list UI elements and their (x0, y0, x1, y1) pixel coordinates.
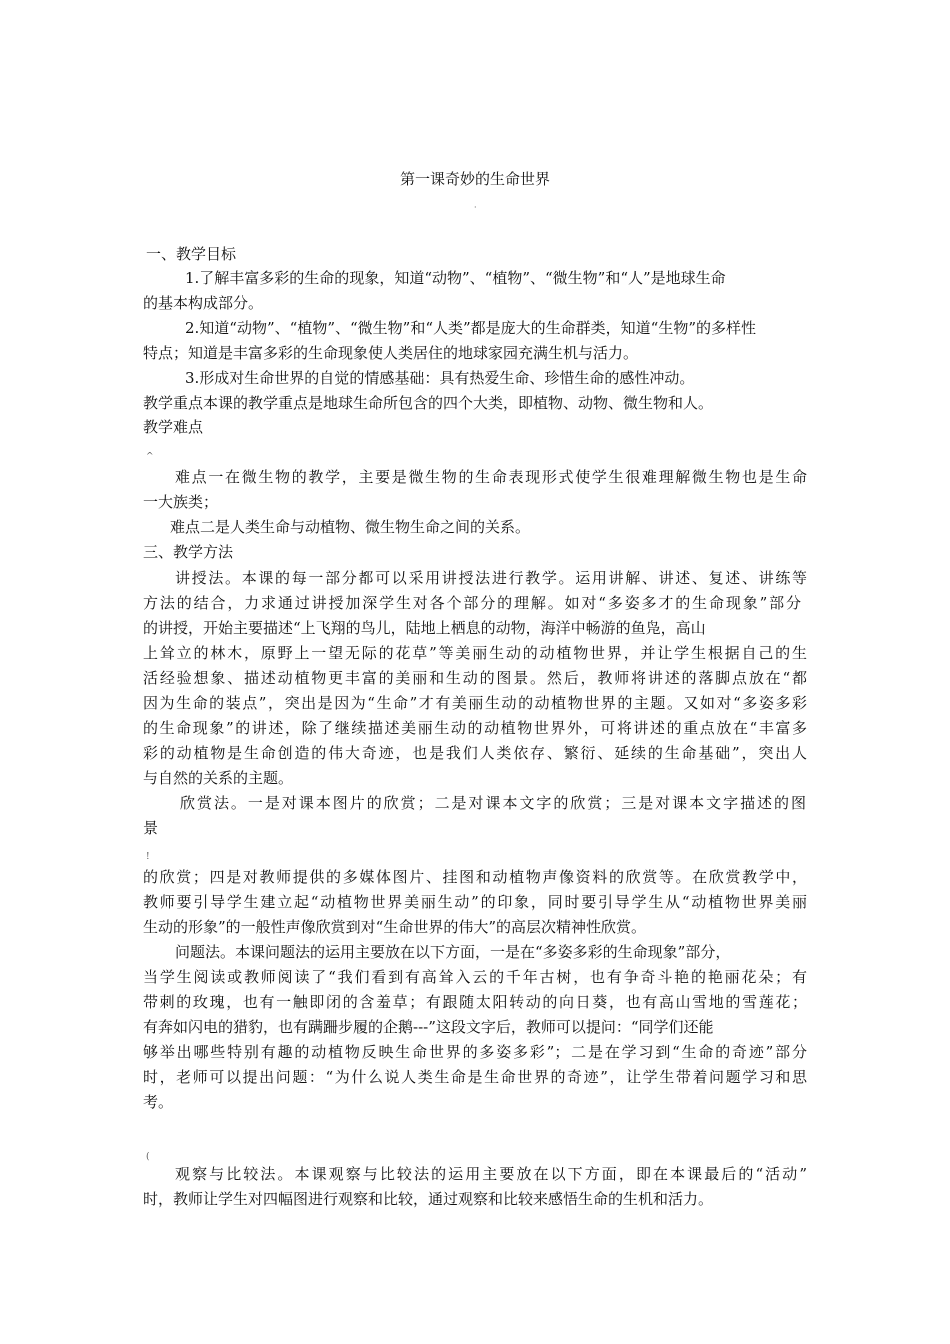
stray-hat-mark: ^ (146, 452, 154, 462)
lecture-line: 活经验想象、描述动植物更丰富的美丽和生动的图景。然后，教师将讲述的落脚点放在“都 (143, 669, 807, 687)
question-line: 当学生阅读或教师阅读了“我们看到有高耸入云的千年古树，也有争奇斗艳的艳丽花朵；有 (143, 968, 807, 986)
difficulty-1-line-b: 一大族类； (143, 493, 219, 511)
goal-2-line-a: 2.知道“动物”、“植物”、“微生物”和“人类”都是庞大的生命群类，知道“生物”的多样性 (185, 319, 756, 337)
appreciation-line: 的欣赏；四是对教师提供的多媒体图片、挂图和动植物声像资料的欣赏等。在欣赏教学中， (143, 868, 807, 886)
difficulty-2: 难点二是人类生命与动植物、微生物生命之间的关系。 (170, 518, 531, 536)
observe-line: 时，教师让学生对四幅图进行观察和比较，通过观察和比较来感悟生命的生机和活力。 (143, 1190, 714, 1208)
goal-1-line-a: 1.了解丰富多彩的生命的现象，知道“动物”、“植物”、“微生物”和“人”是地球生命 (185, 269, 726, 287)
document-title: 第一课奇妙的生命世界 (399, 170, 550, 188)
appreciation-line: 生动的形象”的一般性声像欣赏到对“生命世界的伟大”的高层次精神性欣赏。 (143, 918, 647, 936)
question-line: 够举出哪些特别有趣的动植物反映生命世界的多姿多彩”；二是在学习到“生命的奇迹”部分 (143, 1043, 807, 1061)
question-line: 有奔如闪电的猎豹，也有蹒跚步履的企鹅---”这段文字后，教师可以提问：“同学们还能 (143, 1018, 714, 1036)
stray-dot-mark: · (474, 203, 477, 212)
lecture-line: 因为生命的装点”，突出是因为“生命”才有美丽生动的动植物世界的主题。又如对“多姿多彩 (143, 694, 807, 712)
appreciation-line: 教师要引导学生建立起“动植物世界美丽生动”的印象，同时要引导学生从“动植物世界美丽 (143, 893, 807, 911)
goal-3: 3.形成对生命世界的自觉的情感基础：具有热爱生命、珍惜生命的感性冲动。 (185, 369, 695, 387)
difficulty-1-line-a: 难点一在微生物的教学，主要是微生物的生命表现形式使学生很难理解微生物也是生命 (175, 468, 807, 486)
lecture-line: 上耸立的林木，原野上一望无际的花草”等美丽生动的动植物世界，并让学生根据自己的生 (143, 644, 807, 662)
section-heading-objectives: 一、教学目标 (146, 245, 237, 263)
question-line: 时，老师可以提出问题：“为什么说人类生命是生命世界的奇迹”，让学生带着问题学习和思 (143, 1068, 807, 1086)
question-line: 带刺的玫瑰，也有一触即闭的含羞草；有跟随太阳转动的向日葵，也有高山雪地的雪莲花； (143, 993, 807, 1011)
question-line: 问题法。本课问题法的运用主要放在以下方面，一是在“多姿多彩的生命现象”部分， (175, 943, 731, 961)
goal-2-line-b: 特点；知道是丰富多彩的生命现象使人类居住的地球家园充满生机与活力。 (143, 344, 639, 362)
appreciation-line-b: 景 (143, 819, 159, 837)
stray-paren-mark: ( (146, 1152, 150, 1162)
lecture-line: 彩的动植物是生命创造的伟大奇迹，也是我们人类依存、繁衍、延续的生命基础”，突出人 (143, 744, 807, 762)
lecture-line: 与自然的关系的主题。 (143, 769, 294, 787)
question-line: 考。 (143, 1093, 174, 1111)
lecture-line: 的讲授，开始主要描述“上飞翔的鸟儿，陆地上栖息的动物，海洋中畅游的鱼凫，高山 (143, 619, 706, 637)
lecture-line: 的生命现象”的讲述，除了继续描述美丽生动的动植物世界外，可将讲述的重点放在“丰富多 (143, 719, 807, 737)
stray-bar-mark: ! (146, 852, 150, 862)
lecture-line: 方法的结合，力求通过讲授加深学生对各个部分的理解。如对“多姿多才的生命现象”部分 (143, 594, 801, 612)
observe-line: 观察与比较法。本课观察与比较法的运用主要放在以下方面，即在本课最后的“活动” (175, 1165, 807, 1183)
appreciation-line-a: 欣赏法。一是对课本图片的欣赏；二是对课本文字的欣赏；三是对课本文字描述的图 (180, 794, 806, 812)
goal-1-line-b: 的基本构成部分。 (143, 294, 264, 312)
difficulty-heading: 教学难点 (143, 418, 204, 436)
key-point: 教学重点本课的教学重点是地球生命所包含的四个大类，即植物、动物、微生物和人。 (143, 394, 714, 412)
lecture-line: 讲授法。本课的每一部分都可以采用讲授法进行教学。运用讲解、讲述、复述、讲练等 (175, 569, 807, 587)
section-heading-methods: 三、教学方法 (143, 543, 234, 561)
